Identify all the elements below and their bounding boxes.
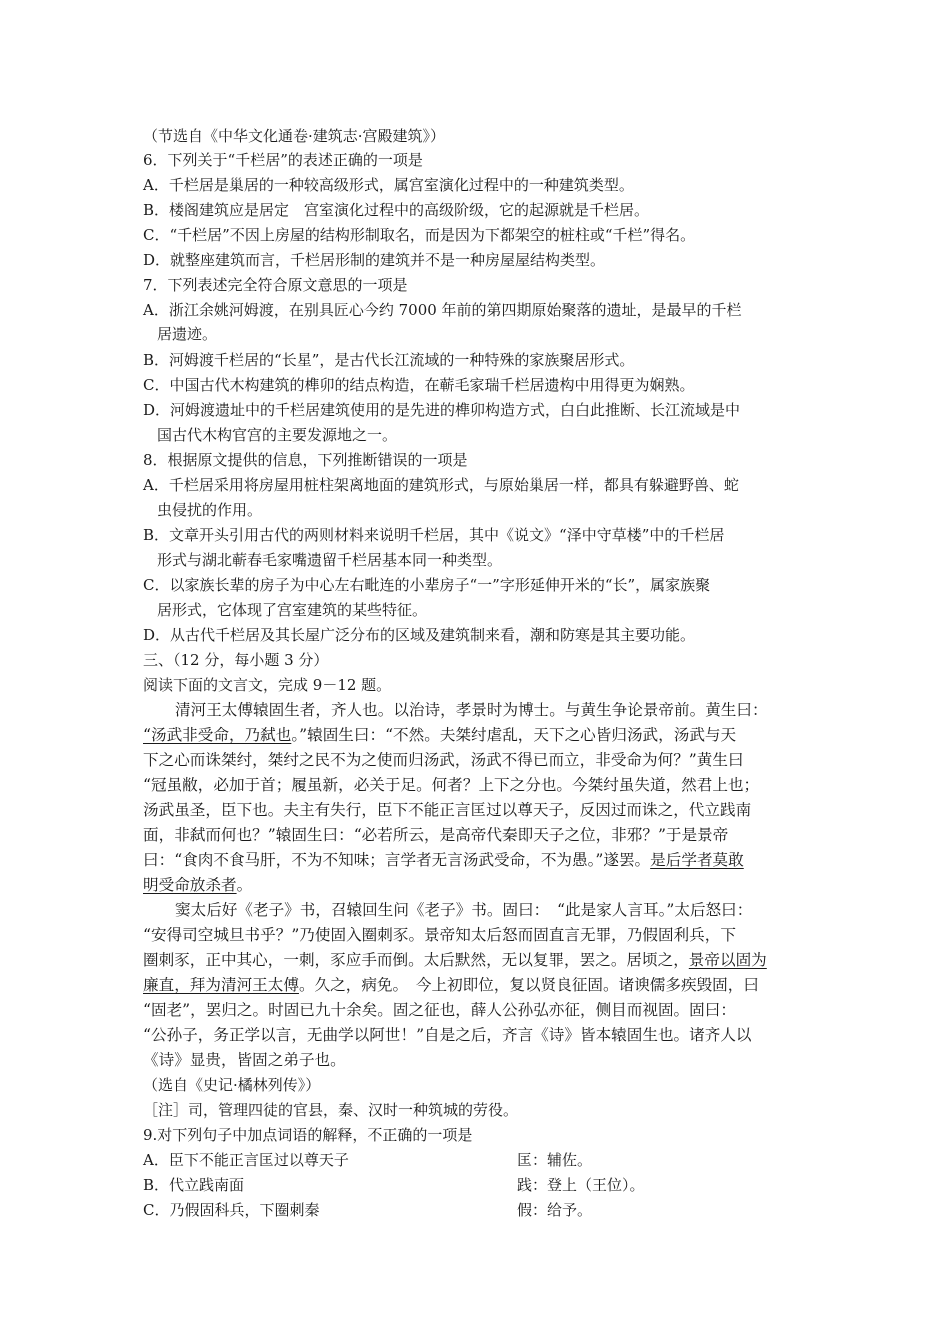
section-3-instruction: 阅读下面的文言文，完成 9－12 题。 (143, 676, 392, 694)
passage-p2-line: “固老”，罢归之。时固已九十余矣。固之征也，薛人公孙弘亦征，侧目而视固。固曰： (143, 1001, 736, 1019)
passage-p1-line: 下之心而诛桀纣，桀纣之民不为之使而归汤武，汤武不得已而立，非受命为何？”黄生曰 (143, 751, 744, 769)
question-9-option-c-explanation: 假：给予。 (517, 1201, 593, 1219)
question-9-option-b-explanation: 践：登上（王位）。 (517, 1176, 645, 1194)
underlined-sentence: 景帝以固为 (688, 951, 767, 969)
question-9-stem: 9.对下列句子中加点词语的解释，不正确的一项是 (143, 1126, 473, 1144)
passage-note: ［注］司，管理四徒的官县，秦、汉时一种筑城的劳役。 (143, 1101, 519, 1119)
question-9-option-b: B．代立践南面 (143, 1176, 245, 1194)
question-8-option-b-cont: 形式与湖北蕲春毛家嘴遗留千栏居基本同一种类型。 (157, 551, 503, 569)
question-8-option-a: A．千栏居采用将房屋用桩柱架离地面的建筑形式，与原始巢居一样，都具有躲避野兽、蛇 (143, 476, 739, 494)
passage-p2-line (143, 948, 767, 972)
passage-p2-line: 窦太后好《老子》书，召辕回生问《老子》书。固曰： “此是家人言耳。”太后怒曰： (175, 901, 753, 919)
question-9-option-c: C．乃假固科兵，下圈刺秦 (143, 1201, 320, 1219)
question-6-stem: 6．下列关于“千栏居”的表述正确的一项是 (143, 151, 423, 169)
question-8-option-b: B．文章开头引用古代的两则材料来说明千栏居，其中《说文》“泽中守草楼”中的千栏居 (143, 526, 725, 544)
passage-p1-line (143, 848, 744, 872)
passage-text: 。”辕固生曰：“不然。夫桀纣虐乱，天下之心皆归汤武，汤武与天 (291, 726, 737, 744)
question-6-option-d: D．就整座建筑而言，千栏居形制的建筑并不是一种房屋屋结构类型。 (143, 251, 606, 269)
question-7-option-c: C．中国古代木构建筑的榫卯的结点构造，在蕲毛家瑞千栏居遗构中用得更为娴熟。 (143, 376, 695, 394)
question-9-option-a-explanation: 匡：辅佐。 (517, 1151, 593, 1169)
question-7-option-d-cont: 国古代木构官宫的主要发源地之一。 (157, 426, 398, 444)
underlined-sentence: 明受命放杀者 (143, 876, 237, 894)
passage-text: 。 (236, 876, 253, 894)
question-9-option-a: A．臣下不能正言匡过以尊天子 (143, 1151, 349, 1169)
passage-p1-line: 清河王太傅辕固生者，齐人也。以治诗，孝景时为博士。与黄生争论景帝前。黄生曰： (175, 701, 768, 719)
passage-p2-line (143, 973, 759, 997)
source-note: （节选自《中华文化通卷·建筑志·宫殿建筑》） (143, 127, 446, 145)
underlined-sentence: 廉直，拜为清河王太傅 (143, 976, 299, 994)
question-8-option-c-cont: 居形式，它体现了宫室建筑的某些特征。 (157, 601, 428, 619)
passage-p1-line (143, 723, 736, 747)
question-7-option-a: A．浙江余姚河姆渡，在别具匠心今约 7000 年前的第四期原始聚落的遗址，是最早的千栏 (143, 301, 742, 319)
passage-p2-line: “公孙子，务正学以言，无曲学以阿世！”自是之后，齐言《诗》皆本辕固生也。诸齐人以 (143, 1026, 752, 1044)
passage-p2-line: 《诗》显贵，皆固之弟子也。 (143, 1051, 346, 1069)
question-7-option-b: B．河姆渡千栏居的“长星”，是古代长江流域的一种特殊的家族聚居形式。 (143, 351, 635, 369)
question-6-option-a: A．千栏居是巢居的一种较高级形式，属宫室演化过程中的一种建筑类型。 (143, 176, 634, 194)
passage-text: 曰：“食肉不食马肝，不为不知味；言学者无言汤武受命，不为愚。”遂罢。 (143, 851, 651, 869)
question-7-option-d: D．河姆渡遗址中的千栏居建筑使用的是先进的榫卯构造方式，白白此推断、长江流域是中 (143, 401, 741, 419)
question-8-option-a-cont: 虫侵扰的作用。 (157, 501, 263, 519)
passage-text: 。久之，病免。 今上初即位，复以贤良征固。诸谀儒多疾毁固，曰 (298, 976, 759, 994)
passage-p1-line: 面，非弑而何也？”辕固生曰：“必若所云，是高帝代秦即天子之位，非邪？”于是景帝 (143, 826, 729, 844)
question-8-option-c: C．以家族长辈的房子为中心左右毗连的小辈房子“一”字形延伸开米的“长”，属家族聚 (143, 576, 711, 594)
question-7-stem: 7．下列表述完全符合原文意思的一项是 (143, 276, 408, 294)
underlined-sentence: “汤武非受命，乃弑也 (143, 726, 292, 744)
question-8-option-d: D．从古代千栏居及其长屋广泛分布的区域及建筑制来看，潮和防寒是其主要功能。 (143, 626, 696, 644)
question-8-stem: 8．根据原文提供的信息，下列推断错误的一项是 (143, 451, 468, 469)
passage-source: （选自《史记·橘林列传》） (143, 1076, 321, 1094)
passage-p1-line (143, 873, 252, 897)
underlined-sentence: 是后学者莫敢 (650, 851, 744, 869)
passage-text: 圈刺豕，正中其心，一刺，豕应手而倒。太后默然，无以复罪，罢之。居顷之， (143, 951, 689, 969)
question-7-option-a-cont: 居遗迹。 (157, 325, 218, 343)
question-6-option-b: B．楼阁建筑应是居定 宫室演化过程中的高级阶级，它的起源就是千栏居。 (143, 201, 650, 219)
passage-p1-line: “冠虽敝，必加于首；履虽新，必关于足。何者？上下之分也。今桀纣虽失道，然君上也； (143, 776, 760, 794)
passage-p2-line: “安得司空城旦书乎？”乃使固入圈刺豕。景帝知太后怒而固直言无罪，乃假固利兵，下 (143, 926, 736, 944)
passage-p1-line: 汤武虽圣，臣下也。夫主有失行，臣下不能正言匡过以尊天子，反因过而诛之，代立践南 (143, 801, 752, 819)
question-6-option-c: C．“千栏居”不因上房屋的结构形制取名，而是因为下都架空的桩柱或“千栏”得名。 (143, 226, 696, 244)
section-3-heading: 三、（12 分，每小题 3 分） (143, 651, 329, 669)
